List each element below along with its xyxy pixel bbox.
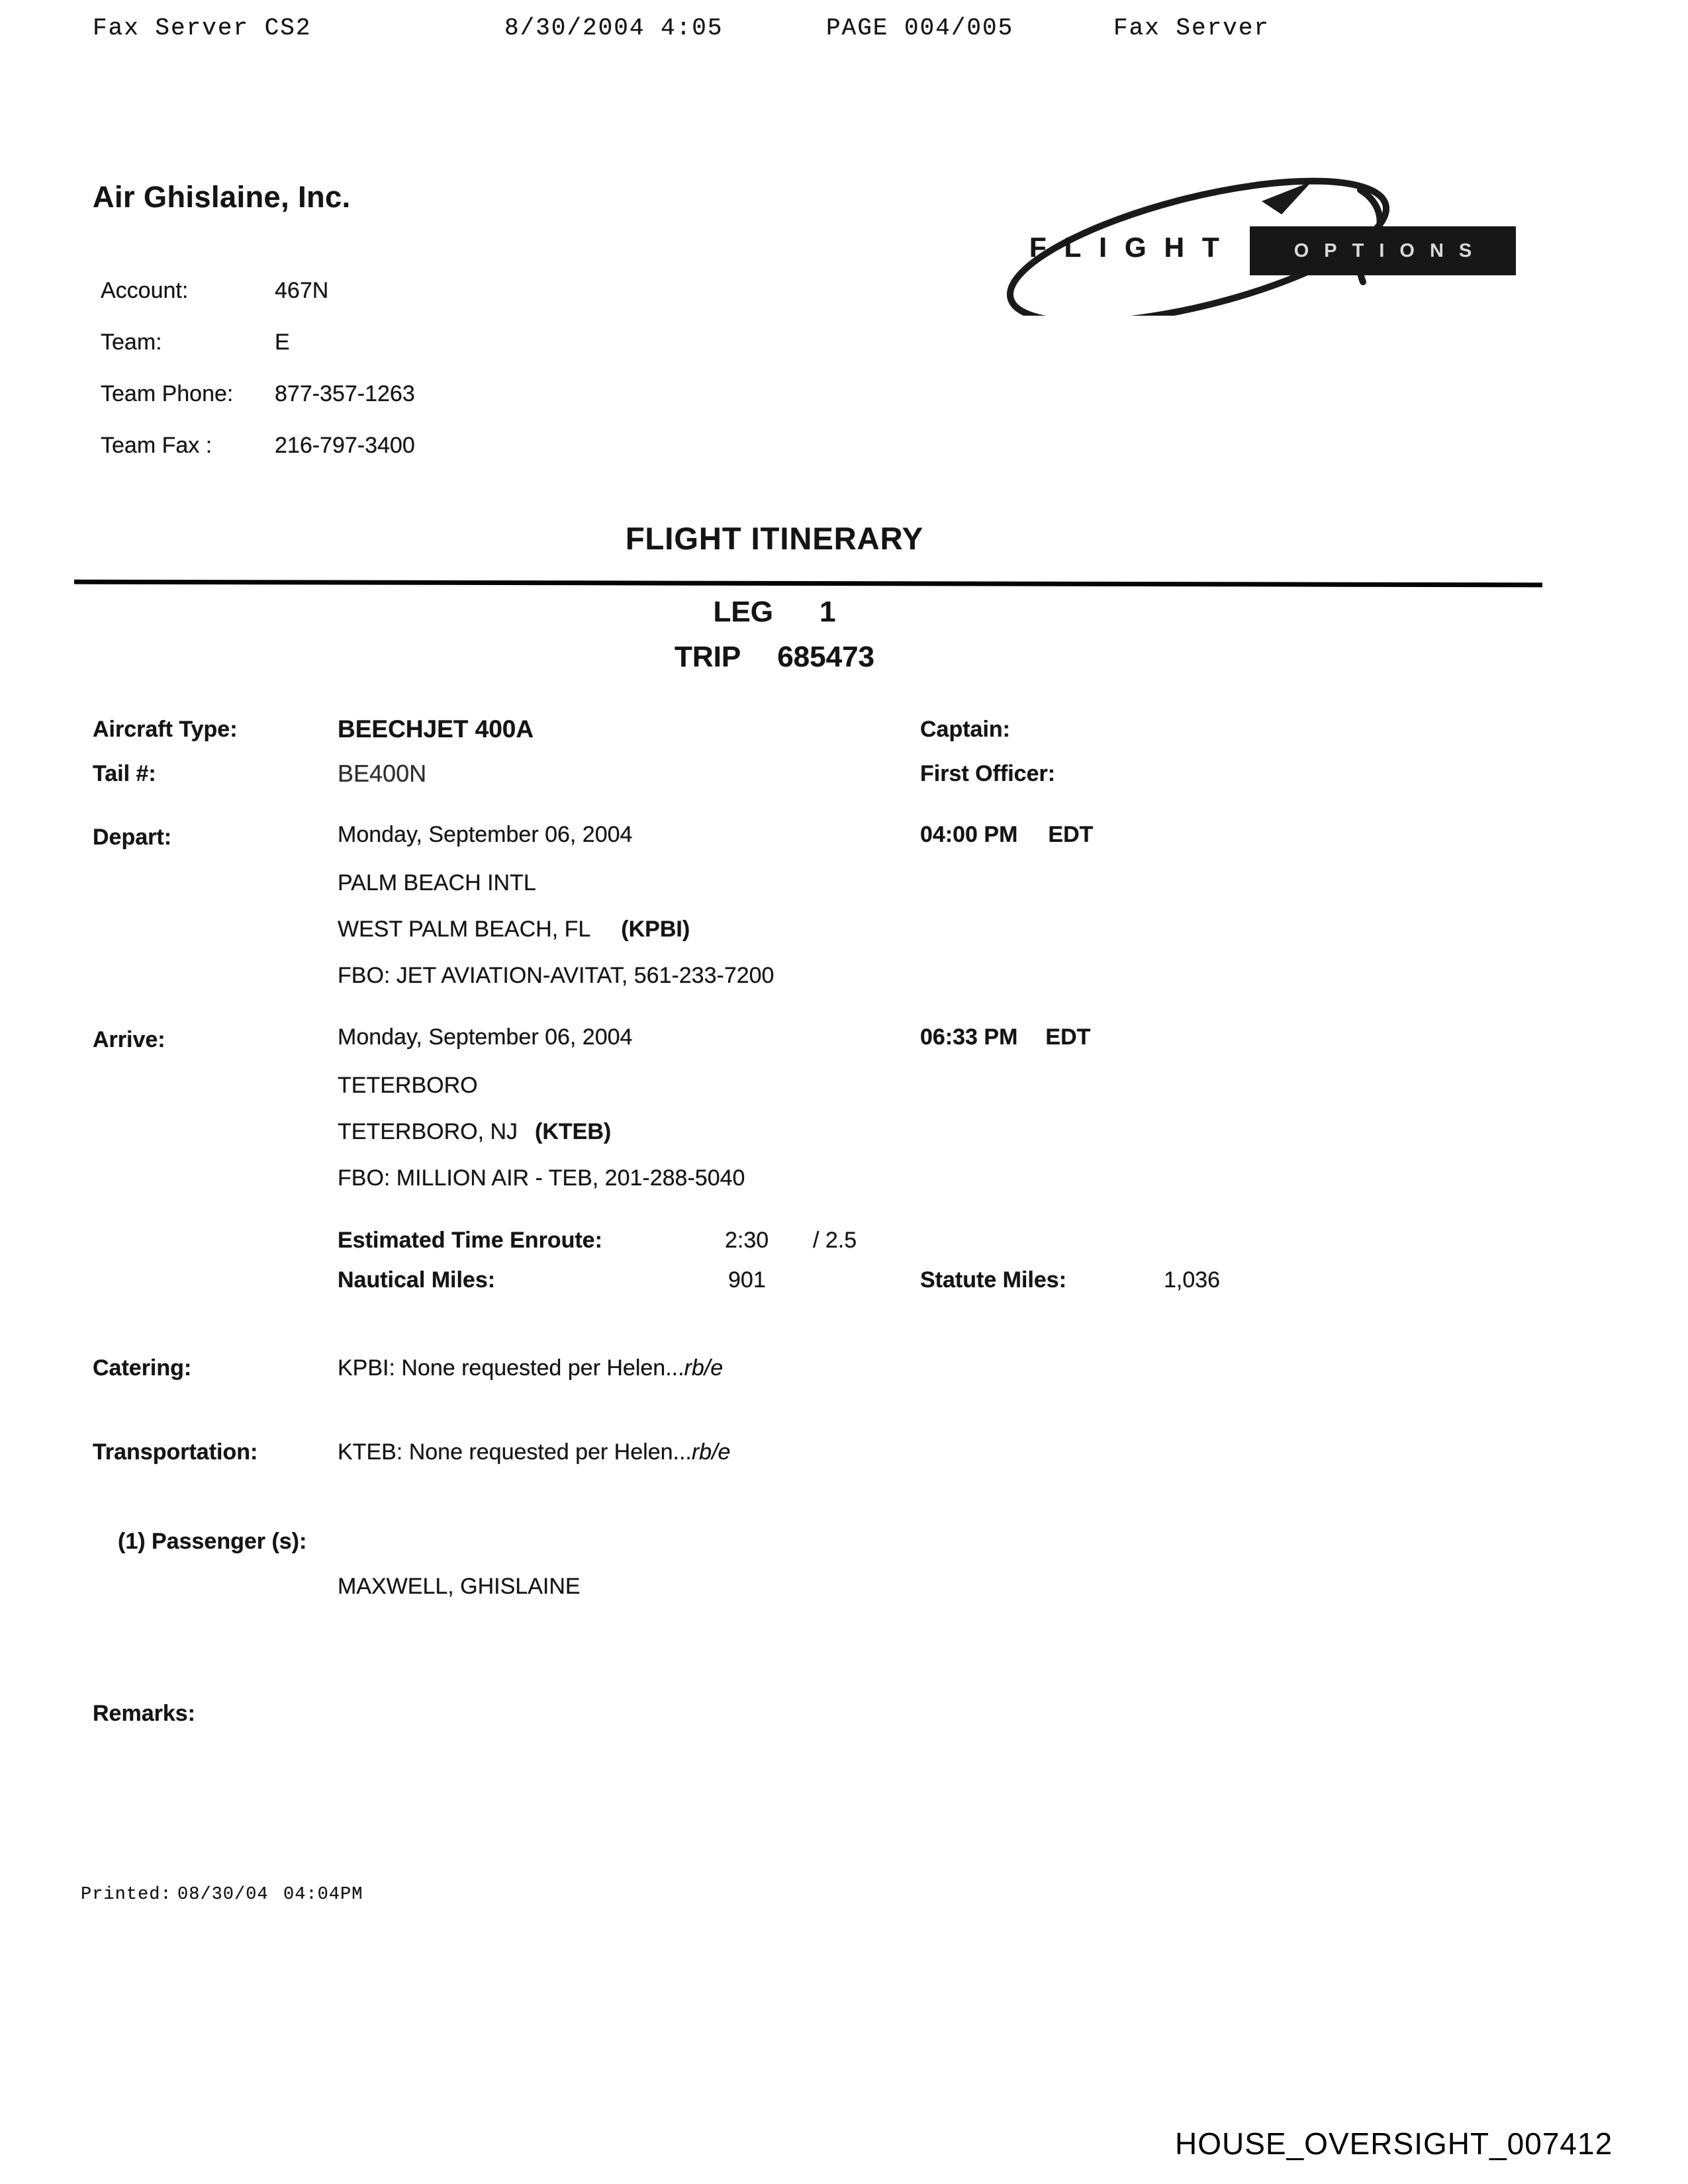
depart-label: Depart: (93, 825, 172, 850)
depart-time-value: 04:00 PM (920, 822, 1018, 847)
arrive-date: Monday, September 06, 2004 (338, 1024, 633, 1050)
team-fax-label: Team Fax : (101, 433, 212, 458)
leg-number: 1 (819, 596, 836, 628)
depart-airport-code: (KPBI) (621, 917, 690, 942)
options-wordmark-box (1250, 226, 1516, 275)
depart-city: WEST PALM BEACH, FL (338, 917, 591, 942)
tail-number-value: BE400N (338, 760, 427, 787)
account-value: 467N (275, 278, 329, 303)
trip-number: 685473 (777, 641, 875, 673)
statute-miles-value: 1,036 (1164, 1267, 1221, 1293)
arrive-label: Arrive: (93, 1027, 165, 1052)
trip-label: TRIP (674, 641, 741, 673)
arrive-timezone: EDT (1045, 1024, 1091, 1050)
passenger-name: MAXWELL, GHISLAINE (338, 1574, 581, 1599)
captain-label: Captain: (920, 717, 1010, 742)
nautical-miles-value: 901 (728, 1267, 766, 1293)
arrive-airport-code: (KTEB) (535, 1119, 612, 1144)
arrive-city: TETERBORO, NJ (338, 1119, 518, 1144)
transportation-value-text: KTEB: None requested per Helen... (338, 1439, 692, 1465)
depart-time (920, 822, 1093, 848)
remarks-label: Remarks: (93, 1701, 195, 1726)
passenger-count-label: (1) Passenger (s): (118, 1529, 307, 1554)
tail-number-label: Tail #: (93, 761, 156, 786)
fax-server-name: Fax Server CS2 (93, 15, 312, 42)
aircraft-type-label: Aircraft Type: (93, 717, 238, 742)
account-label: Account: (101, 278, 189, 303)
options-wordmark: OPTIONS (1293, 240, 1487, 261)
printed-date: 08/30/04 (177, 1885, 269, 1905)
arrive-fbo: FBO: MILLION AIR - TEB, 201-288-5040 (338, 1165, 745, 1191)
nautical-miles-label: Nautical Miles: (338, 1267, 496, 1293)
bates-number: HOUSE_OVERSIGHT_007412 (1175, 2126, 1613, 2161)
catering-label: Catering: (93, 1355, 192, 1381)
ete-label: Estimated Time Enroute: (338, 1228, 602, 1253)
title-divider (74, 580, 1542, 588)
arrive-city-row (338, 1119, 611, 1145)
transportation-value (338, 1439, 730, 1465)
trip-heading (46, 641, 1503, 674)
depart-date: Monday, September 06, 2004 (338, 822, 633, 847)
arrive-airport: TETERBORO (338, 1073, 478, 1098)
leg-heading (46, 596, 1503, 629)
depart-timezone: EDT (1048, 822, 1094, 847)
fax-datetime: 8/30/2004 4:05 (504, 15, 724, 42)
ete-hours: / 2.5 (813, 1228, 857, 1253)
fax-server-label: Fax Server (1113, 15, 1270, 42)
first-officer-label: First Officer: (920, 761, 1056, 786)
arrive-time (920, 1024, 1090, 1050)
transportation-label: Transportation: (93, 1439, 258, 1465)
leg-label: LEG (713, 596, 773, 628)
printed-time: 04:04PM (283, 1885, 363, 1905)
team-phone-value: 877-357-1263 (275, 381, 415, 406)
depart-airport: PALM BEACH INTL (338, 870, 536, 895)
statute-miles-label: Statute Miles: (920, 1267, 1067, 1293)
team-fax-value: 216-797-3400 (275, 433, 415, 458)
document-title: FLIGHT ITINERARY (625, 521, 924, 556)
team-label: Team: (101, 330, 162, 355)
company-name: Air Ghislaine, Inc. (93, 180, 351, 214)
aircraft-type-value: BEECHJET 400A (338, 715, 534, 743)
flight-wordmark: FLIGHT (1029, 232, 1237, 263)
depart-fbo: FBO: JET AVIATION-AVITAT, 561-233-7200 (338, 963, 774, 988)
catering-value-initials: rb/e (684, 1355, 724, 1381)
arrive-time-value: 06:33 PM (920, 1024, 1018, 1050)
depart-city-row (338, 917, 690, 942)
ete-time: 2:30 (725, 1228, 769, 1253)
catering-value-text: KPBI: None requested per Helen... (338, 1355, 684, 1381)
flight-options-logo (1000, 173, 1516, 316)
catering-value (338, 1355, 723, 1381)
transportation-value-initials: rb/e (691, 1439, 731, 1465)
printed-label: Printed: (81, 1885, 172, 1905)
team-phone-label: Team Phone: (101, 381, 234, 406)
fax-page-count: PAGE 004/005 (826, 15, 1014, 42)
team-value: E (275, 330, 290, 355)
